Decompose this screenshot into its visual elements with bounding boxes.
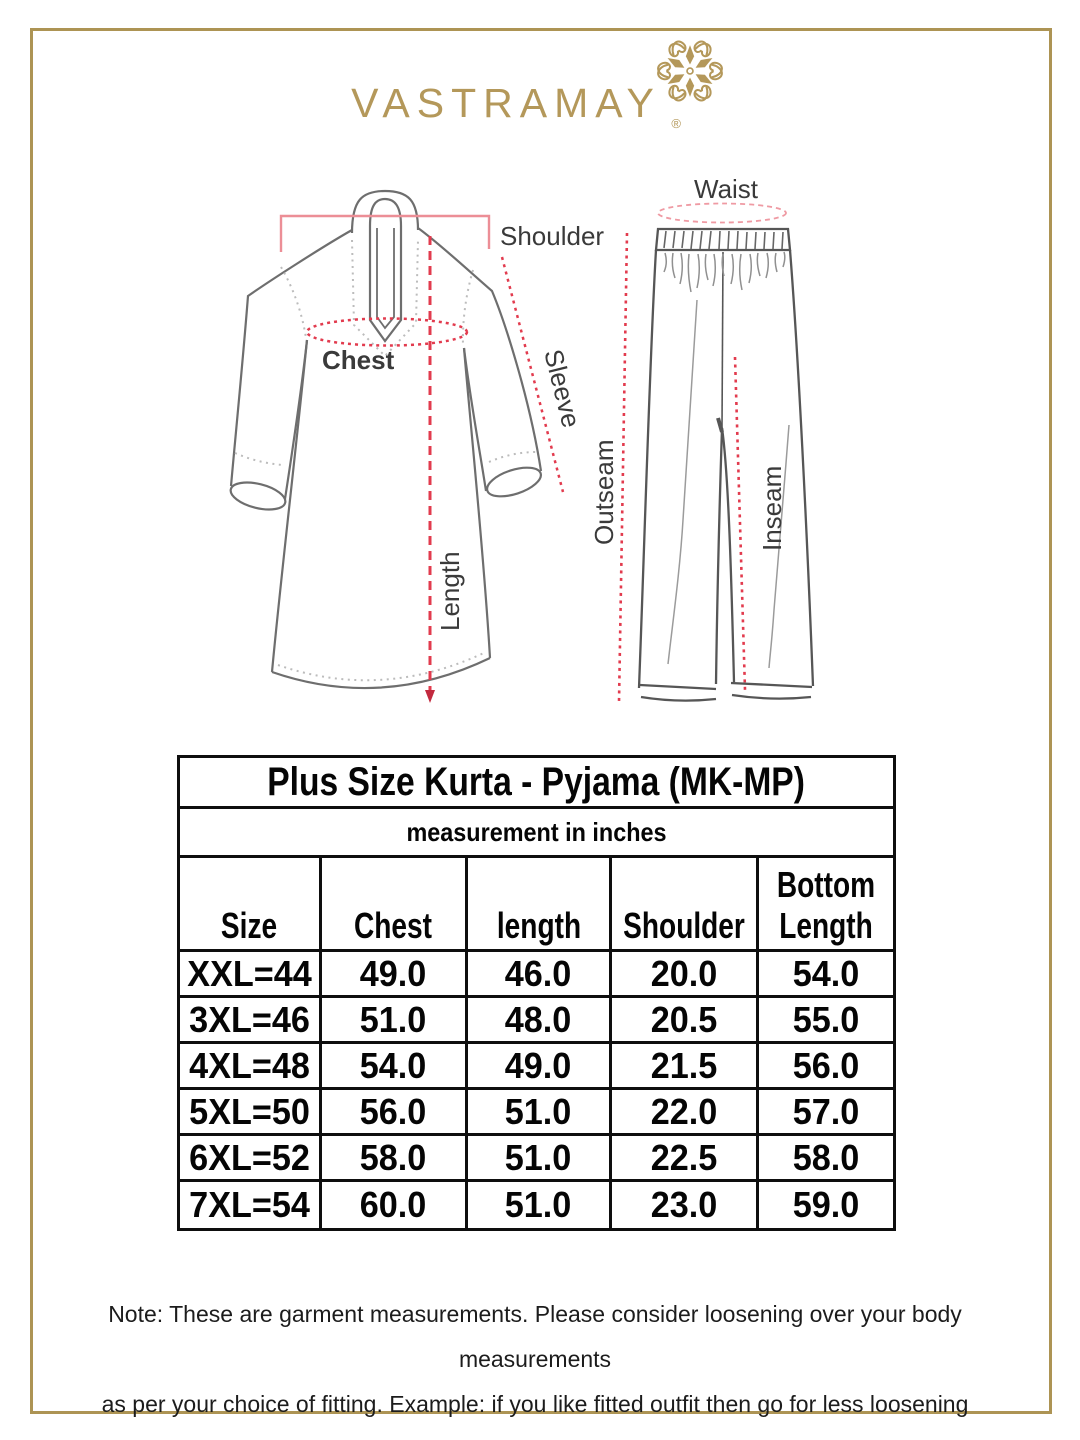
cell-length: 51.0 (468, 1182, 612, 1228)
registered-trademark: ® (671, 116, 681, 131)
col-header-length: length (468, 858, 612, 952)
kurta-stitch-dots (235, 240, 537, 680)
inseam-label: Inseam (757, 465, 787, 551)
col-header-chest: Chest (322, 858, 468, 952)
cell-size: 6XL=52 (180, 1136, 322, 1182)
cell-size: 4XL=48 (180, 1044, 322, 1090)
cell-shoulder: 22.0 (612, 1090, 759, 1136)
cell-bottom-length: 59.0 (792, 1184, 860, 1225)
cell-bottom-length: 58.0 (759, 1136, 893, 1182)
size-chart-subtitle: measurement in inches (180, 809, 893, 858)
cell-chest: 54.0 (322, 1044, 468, 1090)
cell-size: XXL=44 (180, 952, 322, 998)
kurta-outline (228, 191, 544, 688)
cell-size: 7XL=54 (180, 1182, 322, 1228)
pyjama-waistband-ribs (664, 231, 783, 249)
outseam-measure-line (619, 233, 627, 702)
length-arrowhead (425, 690, 435, 703)
col-header-shoulder: Shoulder (612, 858, 759, 952)
outseam-label: Outseam (589, 439, 619, 545)
cell-size: 5XL=50 (180, 1090, 322, 1136)
cell-chest: 49.0 (322, 952, 468, 998)
note-line-1: Note: These are garment measurements. Please consider loosening over your body measurements (108, 1301, 962, 1372)
waist-label: Waist (694, 174, 759, 204)
cell-size: 3XL=46 (180, 998, 322, 1044)
cell-length: 48.0 (468, 998, 612, 1044)
length-label: Length (435, 551, 465, 631)
cell-length: 51.0 (468, 1090, 612, 1136)
cell-shoulder: 23.0 (612, 1182, 759, 1228)
pyjama-gather-lines (664, 252, 785, 292)
cell-shoulder: 21.5 (612, 1044, 759, 1090)
inseam-measure-line (735, 357, 745, 690)
measurement-diagram (55, 160, 1015, 740)
col-header-bottom-length: Bottom Length (759, 858, 893, 952)
cell-shoulder: 22.5 (612, 1136, 759, 1182)
col-header-size: Size (180, 858, 322, 952)
size-chart-table (177, 755, 896, 1231)
chest-measure-ellipse (307, 319, 467, 346)
shoulder-bracket-line (281, 216, 489, 252)
cell-shoulder: 20.0 (612, 952, 759, 998)
cell-bottom-length: 55.0 (759, 998, 893, 1044)
brand-wordmark: VASTRAMAY (351, 80, 661, 126)
cell-chest: 60.0 (322, 1182, 468, 1228)
cell-length: 46.0 (468, 952, 612, 998)
measurement-lines (281, 204, 786, 704)
pyjama-outline (639, 229, 813, 701)
brand-logo (0, 80, 1080, 131)
cell-chest: 56.0 (322, 1090, 468, 1136)
sleeve-label: Sleeve (538, 346, 587, 431)
cell-length: 49.0 (468, 1044, 612, 1090)
cell-chest: 51.0 (322, 998, 468, 1044)
size-chart-title: Plus Size Kurta - Pyjama (MK-MP) (180, 758, 893, 809)
cell-chest: 58.0 (322, 1136, 468, 1182)
shoulder-label: Shoulder (500, 221, 605, 251)
note-line-2: as per your choice of fitting. Example: if you like fitted outfit then go for less loosening (101, 1391, 969, 1417)
waist-measure-ellipse (658, 204, 786, 223)
cell-shoulder: 20.5 (612, 998, 759, 1044)
mandala-flower-icon (653, 34, 727, 108)
cell-length: 51.0 (468, 1136, 612, 1182)
cell-bottom-length: 56.0 (759, 1044, 893, 1090)
chest-label: Chest (322, 345, 395, 375)
cell-bottom-length: 57.0 (759, 1090, 893, 1136)
cell-bottom-length: 54.0 (759, 952, 893, 998)
garment-note (48, 1292, 1022, 1427)
size-chart-grid (180, 858, 893, 1228)
